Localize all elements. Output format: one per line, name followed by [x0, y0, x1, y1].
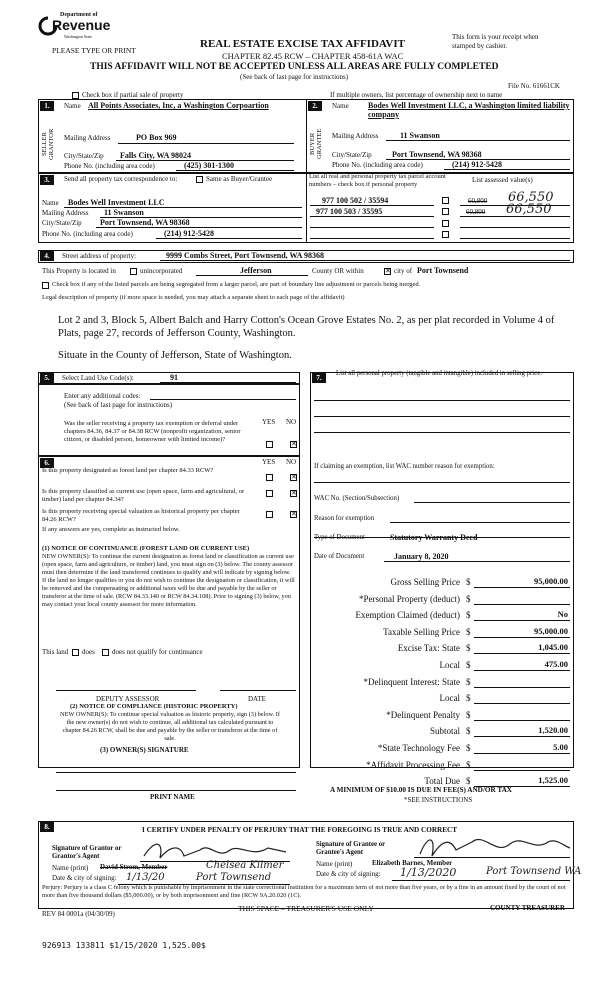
seller-mailing-label: Mailing Address — [64, 134, 111, 142]
seller-name[interactable]: All Points Associates, Inc, a Washington Corpoartion — [88, 101, 269, 110]
logo-dept: Department of — [60, 12, 98, 18]
tax-row-value[interactable]: 5.00 — [553, 742, 568, 752]
current-use-no-checkbox[interactable]: ✕ — [291, 489, 297, 497]
logo — [38, 12, 111, 39]
parcel-2-number[interactable]: 977 100 503 / 35595 — [316, 207, 383, 216]
personal-property-label: List all personal property (tangible and intangible) included in selling price. — [336, 370, 542, 377]
parcel-2-crossed: 60,800 — [466, 208, 486, 216]
s5-no: NO — [286, 418, 297, 426]
tax-row-dollar: $ — [466, 577, 471, 587]
tax-row-dollar: $ — [466, 677, 471, 687]
certify-statement: I CERTIFY UNDER PENALTY OF PERJURY THAT THE FOREGOING IS TRUE AND CORRECT — [142, 826, 457, 834]
tax-row-value[interactable]: No — [557, 609, 568, 619]
tax-row-label: Taxable Selling Price — [383, 627, 460, 637]
perjury-note: Perjury: Perjury is a class C felony which is punishable by imprisonment in the state correctional institution for a maximum term of not more than five years, or by a fine in an amount fixed by the court of not more than five thousand dollars ($5,000.00), or by both imprisonment and fine (RCW 9A.20.020 (1C). — [42, 884, 566, 899]
street-label: Street address of property: — [62, 252, 137, 260]
section-7-number: 7. — [312, 373, 326, 383]
tax-row-value[interactable]: 1,045.00 — [538, 642, 568, 652]
tax-row-dollar: $ — [466, 693, 471, 703]
parcel-1-handwritten: 66,550 — [508, 190, 554, 205]
grantee-date-label: Date & city of signing: — [316, 870, 381, 878]
s3-name-label: Name — [42, 199, 59, 207]
parcel-2-personal-checkbox[interactable] — [442, 208, 449, 215]
deputy-assessor-label: DEPUTY ASSESSOR — [96, 695, 160, 703]
tax-row-value[interactable]: 95,000.00 — [534, 576, 568, 586]
does-label: does — [82, 648, 95, 656]
buyer-mailing[interactable]: 11 Swanson — [400, 131, 440, 140]
s3-phone[interactable]: (214) 912-5428 — [164, 229, 214, 238]
notice1-body: NEW OWNER(S): To continue the current designation as forest land or classification as current use (open space, farm and agriculture, or timber) land, you must sign on (3) below. The county assessor must then determine if the land transferred continues to qualify and will indicate by signing below. If the land no longer qualifies or you do not wish to continue the designation or classification, it will be removed and the compensating or additional taxes will be due and payable by the seller or transferor at the time of sale. (RCW 84.33.140 or RCW 84.34.108). Prior to signing (3) below, you may contact your local county assessor for more information. — [42, 553, 295, 608]
grantor-date-label: Date & city of signing: — [52, 874, 117, 882]
tax-row-dollar: $ — [466, 743, 471, 753]
notice1-title: (1) NOTICE OF CONTINUANCE (FOREST LAND OR CURRENT USE) — [42, 545, 250, 552]
located-prefix: This Property is located in — [42, 267, 116, 275]
grantee-name[interactable]: Elizabeth Barnes, Member — [372, 859, 453, 867]
minimum-note: A MINIMUM OF $10.00 IS DUE IN FEE(S) AND/OR TAX — [330, 786, 512, 794]
seller-name-label: Name — [64, 102, 81, 110]
please-type: PLEASE TYPE OR PRINT — [52, 46, 136, 55]
s6-no: NO — [286, 458, 297, 466]
historic-yes-checkbox[interactable] — [266, 511, 273, 518]
legal-label: Legal description of property (if more space is needed, you may attach a separate sheet to each page of the affidavit) — [42, 294, 345, 301]
buyer-phone-label: Phone No. (including area code) — [332, 161, 423, 169]
tax-row-dollar: $ — [466, 760, 471, 770]
grantee-date: 1/13/2020 — [400, 866, 457, 879]
doc-date[interactable]: January 8, 2020 — [394, 552, 449, 561]
buyer-phone[interactable]: (214) 912-5428 — [452, 160, 502, 169]
deputy-date-label: DATE — [248, 695, 266, 703]
send-correspondence-label: Send all property tax correspondence to: — [64, 175, 178, 183]
grantee-name-label: Name (print) — [316, 860, 353, 868]
exemption-wac-label: If claiming an exemption, list WAC number reason for exemption: — [314, 463, 495, 470]
county-treasurer: COUNTY TREASURER — [490, 904, 565, 912]
parcel-3-personal-checkbox[interactable] — [442, 220, 449, 227]
tax-row-label: Excise Tax: State — [397, 643, 460, 653]
form-title: REAL ESTATE EXCISE TAX AFFIDAVIT — [200, 38, 405, 50]
segregated-label: Check box if any of the listed parcels are being segregated from a larger parcel, are part of boundary line adjustment or parcels being merged. — [52, 281, 421, 288]
tax-row-label: Gross Selling Price — [390, 577, 460, 587]
current-use-yes-checkbox[interactable] — [266, 490, 273, 497]
doc-type[interactable]: Statutory Warranty Deed — [390, 533, 478, 542]
tax-row-label: *Delinquent Penalty — [386, 710, 460, 720]
partial-sale-checkbox[interactable] — [72, 92, 79, 99]
section-4-number: 4. — [40, 251, 54, 261]
current-use-question: Is this property classified as current use (open space, farm and agricultural, or timber) land per chapter 84.34? — [42, 488, 245, 503]
see-back: (See back of last page for instructions) — [240, 73, 349, 81]
city-name[interactable]: Port Townsend — [417, 266, 469, 275]
s3-name[interactable]: Bodes Well Investment LLC — [68, 198, 165, 207]
buyer-mailing-label: Mailing Address — [332, 132, 379, 140]
land-use-label: Select Land Use Code(s): — [62, 374, 134, 382]
tax-row-label: Total Due — [424, 776, 460, 786]
tax-row-dollar: $ — [466, 660, 471, 670]
tax-row-value[interactable]: 1,525.00 — [538, 775, 568, 785]
does-not-label: does not qualify for continuance — [112, 648, 203, 656]
grantor-name-handwritten: Chelsea Kilmer — [206, 860, 284, 871]
legal-situate: Situate in the County of Jefferson, State of Washington. — [58, 350, 292, 361]
section-6-number: 6. — [40, 458, 54, 468]
grantor-name[interactable]: David Strom, Member — [100, 863, 168, 871]
doc-type-label: Type of Document — [314, 534, 365, 541]
tax-row-dollar: $ — [466, 610, 471, 620]
tax-row-value[interactable]: 95,000.00 — [534, 626, 568, 636]
tax-row-label: *Delinquent Interest: State — [363, 677, 460, 687]
seller-phone[interactable]: (425) 301-1300 — [184, 161, 234, 170]
tax-row-label: Local — [439, 660, 460, 670]
land-use-code[interactable]: 91 — [170, 373, 178, 382]
parcel-1-crossed: 60,800 — [468, 197, 488, 205]
logo-word: Revenue — [52, 17, 111, 33]
notice2-body: NEW OWNER(S): To continue special valuation as historic property, sign (3) below. If the new owner(s) do not wish to continue, all additional tax calculated pursuant to chapter 84.26 RCW, shall be due and payable by the seller or transferor at the time of sale. — [60, 711, 280, 742]
street-address[interactable]: 9999 Combs Street, Port Townsend, WA 98368 — [166, 251, 324, 260]
exemption-yes-checkbox[interactable] — [266, 441, 273, 448]
historic-no-checkbox[interactable]: ✕ — [291, 510, 297, 518]
owner-signature-label: (3) OWNER(S) SIGNATURE — [100, 746, 189, 754]
buyer-city-label: City/State/Zip — [332, 151, 372, 159]
additional-codes-label: Enter any additional codes: — [64, 392, 141, 400]
forest-yes-checkbox[interactable] — [266, 474, 273, 481]
tax-row-dollar: $ — [466, 594, 471, 604]
buyer-name[interactable]: Bodes Well Investment LLC, a Washington limited liability company — [368, 101, 570, 119]
grantor-city: Port Townsend — [196, 872, 272, 883]
same-as-buyer-checkbox[interactable] — [196, 176, 203, 183]
parcel-heading: List all real and personal property tax parcel account numbers – check box if personal property — [309, 173, 446, 188]
section-5-number: 5. — [40, 373, 54, 383]
grantee-city: Port Townsend WA — [486, 866, 582, 877]
exemption-question: Was the seller receiving a property tax exemption or deferral under chapters 84.36, 84.37 or 84.38 RCW (nonprofit organization, senior citizen, or disabled person, homeowner with limited income)? — [64, 420, 241, 443]
parcel-2-handwritten: 66,550 — [506, 202, 552, 217]
s6-yes: YES — [262, 458, 276, 466]
unincorporated-label: unincorporated — [140, 267, 183, 275]
city-of-label: city of — [394, 267, 413, 275]
cashier-stamp: 926913 133811 $1/15/2020 1,525.00$ — [42, 941, 206, 950]
s3-mailing[interactable]: 11 Swanson — [104, 208, 144, 217]
s3-city[interactable]: Port Townsend, WA 98368 — [100, 218, 190, 227]
this-land-label: This land — [42, 648, 69, 656]
partial-sale-label: Check box if partial sale of property — [82, 91, 184, 99]
section-2-number: 2. — [308, 101, 322, 111]
doc-date-label: Date of Document — [314, 553, 365, 560]
section-3-number: 3. — [40, 175, 54, 185]
additional-codes-note: (See back of last page for instructions) — [64, 401, 173, 409]
forest-no-checkbox[interactable]: ✕ — [291, 473, 297, 481]
buyer-city[interactable]: Port Townsend, WA 98368 — [392, 150, 482, 159]
grantor-name-label: Name (print) — [52, 864, 89, 872]
answers-note: If any answers are yes, complete as instructed below. — [42, 526, 180, 533]
buyer-side-label: BUYER GRANTEE — [309, 128, 323, 160]
tax-row-label: *State Technology Fee — [377, 743, 460, 753]
seller-city[interactable]: Falls City, WA 98024 — [120, 151, 191, 160]
print-name-label: PRINT NAME — [150, 793, 195, 801]
parcel-4-personal-checkbox[interactable] — [442, 231, 449, 238]
tax-row-label: Subtotal — [429, 726, 460, 736]
same-as-buyer-label: Same as Buyer/Grantee — [206, 175, 273, 183]
exemption-no-checkbox[interactable]: ✕ — [291, 440, 297, 448]
unincorporated-checkbox[interactable] — [130, 268, 137, 275]
tax-row-value[interactable]: 475.00 — [544, 659, 568, 669]
form-warning: THIS AFFIDAVIT WILL NOT BE ACCEPTED UNLESS ALL AREAS ARE FULLY COMPLETED — [90, 62, 499, 72]
does-checkbox[interactable] — [72, 649, 79, 656]
receipt-note: This form is your receipt when stamped by cashier. — [452, 33, 539, 50]
tax-row-dollar: $ — [466, 726, 471, 736]
tax-row-label: Local — [439, 693, 460, 703]
tax-row-dollar: $ — [466, 776, 471, 786]
buyer-name-label: Name — [332, 102, 349, 110]
legal-description: Lot 2 and 3, Block 5, Albert Balch and Harry Cotton's Ocean Grove Estates No. 2, as per plat recorded in Volume 4 of Plats, page 27, records of Jefferson County, Washington. — [58, 315, 555, 339]
file-no: File No. 61661CK — [508, 82, 560, 90]
s3-mailing-label: Mailing Address — [42, 209, 89, 217]
assessed-heading: List assessed value(s) — [472, 176, 533, 184]
treasurer-space: THIS SPACE – TREASURER'S USE ONLY — [238, 904, 374, 913]
sig-grantor-label: Signature of Grantor or Grantor's Agent — [52, 845, 122, 860]
parcel-1-personal-checkbox[interactable] — [442, 197, 449, 204]
tax-row-label: *Personal Property (deduct) — [359, 594, 460, 604]
notice2-title: (2) NOTICE OF COMPLIANCE (HISTORIC PROPERTY) — [70, 703, 238, 710]
grantor-date: 1/13/20 — [126, 872, 165, 883]
form-chapter: CHAPTER 82.45 RCW – CHAPTER 458-61A WAC — [222, 51, 404, 61]
tax-row-dollar: $ — [466, 643, 471, 653]
s5-yes: YES — [262, 418, 276, 426]
s3-city-label: City/State/Zip — [42, 219, 82, 227]
tax-row-dollar: $ — [466, 627, 471, 637]
section-1-number: 1. — [40, 101, 54, 111]
section-8-number: 8. — [40, 822, 54, 832]
segregated-checkbox[interactable] — [42, 282, 49, 289]
forest-question: Is this property designated as forest land per chapter 84.33 RCW? — [42, 467, 214, 474]
wac-no-label: WAC No. (Section/Subsection) — [314, 495, 400, 502]
city-checkbox[interactable]: ✕ — [385, 267, 391, 275]
s3-phone-label: Phone No. (including area code) — [42, 230, 133, 238]
does-not-checkbox[interactable] — [102, 649, 109, 656]
parcel-1-number[interactable]: 977 100 502 / 35594 — [322, 196, 389, 205]
tax-row-dollar: $ — [466, 710, 471, 720]
rev-number: REV 84 0001a (04/30/09) — [42, 910, 115, 918]
seller-city-label: City/State/Zip — [64, 152, 104, 160]
multiple-owners-note: If multiple owners, list percentage of ownership next to name — [330, 91, 503, 99]
sig-grantee-label: Signature of Grantee or Grantee's Agent — [316, 841, 386, 856]
tax-row-value[interactable]: 1,520.00 — [538, 725, 568, 735]
county-or-within: County OR within — [312, 267, 364, 275]
see-instructions: *SEE INSTRUCTIONS — [404, 796, 473, 804]
tax-row-label: Exemption Claimed (deduct) — [355, 610, 460, 620]
seller-mailing[interactable]: PO Box 969 — [136, 133, 177, 142]
grantee-signature — [414, 830, 574, 860]
tax-row-label: *Affidavit Processing Fee — [366, 760, 460, 770]
seller-side-label: SELLER GRANTOR — [41, 128, 55, 160]
seller-phone-label: Phone No. (including area code) — [64, 162, 155, 170]
historic-question: Is this property receiving special valuation as historical property per chapter 84.26 RCW? — [42, 508, 240, 523]
county-name[interactable]: Jefferson — [240, 266, 272, 275]
reason-label: Reason for exemption — [314, 515, 375, 522]
logo-state: Washington State — [64, 34, 93, 39]
